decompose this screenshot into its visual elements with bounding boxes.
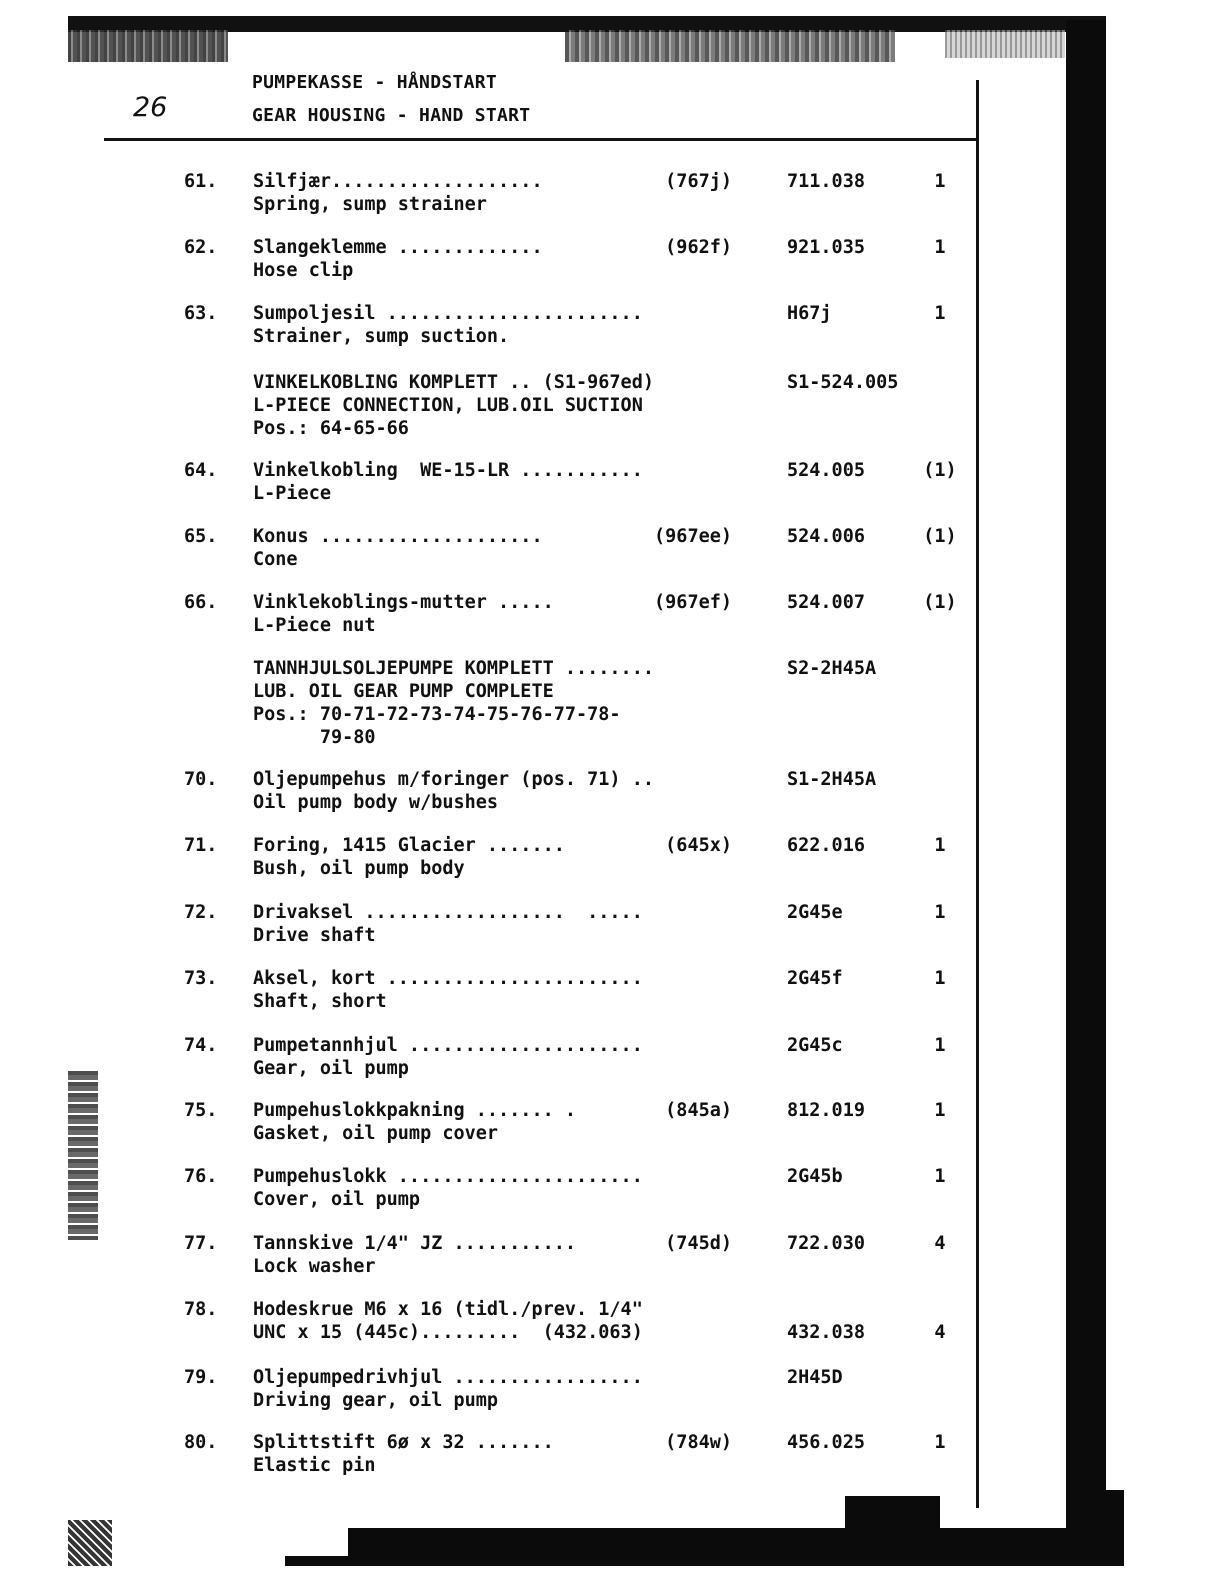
reference-code: (745d) <box>665 1233 732 1254</box>
description-en: Strainer, sump suction. <box>253 326 510 347</box>
part-number: 2G45e <box>787 902 843 923</box>
reference-code: (767j) <box>665 171 732 192</box>
description <box>253 657 654 749</box>
description-no: Silfjær................... <box>253 171 543 192</box>
quantity: 1 <box>934 1432 946 1453</box>
description <box>253 302 643 348</box>
description <box>253 1431 554 1477</box>
scan-border-right <box>1066 20 1106 1490</box>
description-en: Shaft, short <box>253 991 387 1012</box>
part-number: 456.025 <box>787 1432 865 1453</box>
position-number: 77. <box>184 1233 218 1254</box>
scan-border-bottom <box>845 1496 940 1530</box>
part-number: 622.016 <box>787 835 865 856</box>
assembly-positions: Pos.: 70-71-72-73-74-75-76-77-78- <box>253 704 621 725</box>
quantity: 1 <box>934 171 946 192</box>
quantity: 1 <box>934 902 946 923</box>
description-no: Konus .................... <box>253 526 543 547</box>
page-number: 26 <box>133 92 168 123</box>
position-number: 78. <box>184 1299 218 1320</box>
reference-code: (967ef) <box>654 592 732 613</box>
description-en: L-PIECE CONNECTION, LUB.OIL SUCTION <box>253 395 643 416</box>
quantity: 1 <box>934 1100 946 1121</box>
description-en: Hose clip <box>253 260 354 281</box>
description-en: Elastic pin <box>253 1455 376 1476</box>
position-number: 61. <box>184 171 218 192</box>
page-title-english: GEAR HOUSING - HAND START <box>252 105 531 126</box>
position-number: 63. <box>184 303 218 324</box>
part-number: 711.038 <box>787 171 865 192</box>
description-no: Vinkelkobling WE-15-LR ........... <box>253 460 643 481</box>
position-number: 75. <box>184 1100 218 1121</box>
quantity: 1 <box>934 835 946 856</box>
page-frame-line <box>976 80 979 1508</box>
description <box>253 591 554 637</box>
quantity: 1 <box>934 237 946 258</box>
description <box>253 1366 643 1412</box>
description-en: Drive shaft <box>253 925 376 946</box>
description-no: Tannskive 1/4" JZ ........... <box>253 1233 577 1254</box>
description-no: Vinklekoblings-mutter ..... <box>253 592 554 613</box>
part-number: H67j <box>787 303 832 324</box>
position-number: 66. <box>184 592 218 613</box>
scan-noise <box>565 30 895 62</box>
part-number: 921.035 <box>787 237 865 258</box>
position-number: 70. <box>184 769 218 790</box>
scan-noise <box>945 30 1065 58</box>
description-no: Hodeskrue M6 x 16 (tidl./prev. 1/4" <box>253 1299 643 1320</box>
description <box>253 371 654 440</box>
description <box>253 834 565 880</box>
header-rule <box>104 138 978 141</box>
part-number: S1-2H45A <box>787 769 877 790</box>
description <box>253 525 543 571</box>
description-en: Gear, oil pump <box>253 1058 409 1079</box>
position-number: 80. <box>184 1432 218 1453</box>
description-en: Cover, oil pump <box>253 1189 421 1210</box>
description-en: Spring, sump strainer <box>253 194 487 215</box>
quantity: (1) <box>923 460 957 481</box>
description <box>253 1034 643 1080</box>
description <box>253 1165 643 1211</box>
description-no: TANNHJULSOLJEPUMPE KOMPLETT ........ <box>253 658 654 679</box>
part-number: 722.030 <box>787 1233 865 1254</box>
scan-smudge <box>68 1520 112 1566</box>
description-en: Gasket, oil pump cover <box>253 1123 499 1144</box>
position-number: 74. <box>184 1035 218 1056</box>
scan-border-bottom <box>348 1528 1124 1566</box>
position-number: 71. <box>184 835 218 856</box>
description-no: Sumpoljesil ....................... <box>253 303 643 324</box>
description-en: LUB. OIL GEAR PUMP COMPLETE <box>253 681 554 702</box>
part-number: S1-524.005 <box>787 372 899 393</box>
description-no: Slangeklemme ............. <box>253 237 543 258</box>
reference-code: (645x) <box>665 835 732 856</box>
description-no: Splittstift 6ø x 32 ....... <box>253 1432 554 1453</box>
description-no: VINKELKOBLING KOMPLETT .. (S1-967ed) <box>253 372 654 393</box>
part-number: 2G45c <box>787 1035 843 1056</box>
assembly-positions-cont: 79-80 <box>253 727 376 748</box>
reference-code: (845a) <box>665 1100 732 1121</box>
quantity: (1) <box>923 592 957 613</box>
reference-code: (784w) <box>665 1432 732 1453</box>
description-no: Oljepumpedrivhjul ................. <box>253 1367 643 1388</box>
description <box>253 170 543 216</box>
description-no: Pumpehuslokkpakning ....... . <box>253 1100 577 1121</box>
part-number: 2H45D <box>787 1367 843 1388</box>
position-number: 65. <box>184 526 218 547</box>
part-number: S2-2H45A <box>787 658 877 679</box>
scan-noise <box>68 30 228 62</box>
part-number: 812.019 <box>787 1100 865 1121</box>
quantity: 4 <box>934 1233 946 1254</box>
description <box>253 1099 576 1145</box>
description-cont: UNC x 15 (445c)......... (432.063) <box>253 1322 643 1343</box>
part-number: 524.005 <box>787 460 865 481</box>
description <box>253 967 643 1013</box>
description-en: L-Piece <box>253 483 331 504</box>
page-title-norwegian: PUMPEKASSE - HÅNDSTART <box>252 72 498 93</box>
description-no: Aksel, kort ....................... <box>253 968 643 989</box>
position-number: 79. <box>184 1367 218 1388</box>
quantity: 4 <box>934 1322 946 1343</box>
description-en: Oil pump body w/bushes <box>253 792 499 813</box>
quantity: (1) <box>923 526 957 547</box>
reference-code: (962f) <box>665 237 732 258</box>
quantity: 1 <box>934 1166 946 1187</box>
description-en: Bush, oil pump body <box>253 858 465 879</box>
description <box>253 901 643 947</box>
description <box>253 1232 576 1278</box>
scan-border-bottom <box>285 1556 355 1566</box>
description <box>253 1298 643 1344</box>
position-number: 76. <box>184 1166 218 1187</box>
description-no: Foring, 1415 Glacier ....... <box>253 835 565 856</box>
quantity: 1 <box>934 968 946 989</box>
description-en: L-Piece nut <box>253 615 376 636</box>
part-number: 524.007 <box>787 592 865 613</box>
quantity: 1 <box>934 1035 946 1056</box>
reference-code: (967ee) <box>654 526 732 547</box>
description-no: Pumpehuslokk ...................... <box>253 1166 643 1187</box>
description-no: Oljepumpehus m/foringer (pos. 71) .. <box>253 769 654 790</box>
quantity: 1 <box>934 303 946 324</box>
description-no: Pumpetannhjul ..................... <box>253 1035 643 1056</box>
assembly-positions: Pos.: 64-65-66 <box>253 418 409 439</box>
scan-smudge <box>68 1070 98 1240</box>
position-number: 64. <box>184 460 218 481</box>
part-number: 2G45b <box>787 1166 843 1187</box>
description-en: Lock washer <box>253 1256 376 1277</box>
part-number: 524.006 <box>787 526 865 547</box>
position-number: 73. <box>184 968 218 989</box>
position-number: 62. <box>184 237 218 258</box>
position-number: 72. <box>184 902 218 923</box>
part-number: 2G45f <box>787 968 843 989</box>
description-en: Cone <box>253 549 298 570</box>
description <box>253 768 654 814</box>
description <box>253 236 543 282</box>
part-number: 432.038 <box>787 1322 865 1343</box>
description <box>253 459 643 505</box>
description-no: Drivaksel .................. ..... <box>253 902 643 923</box>
description-en: Driving gear, oil pump <box>253 1390 499 1411</box>
